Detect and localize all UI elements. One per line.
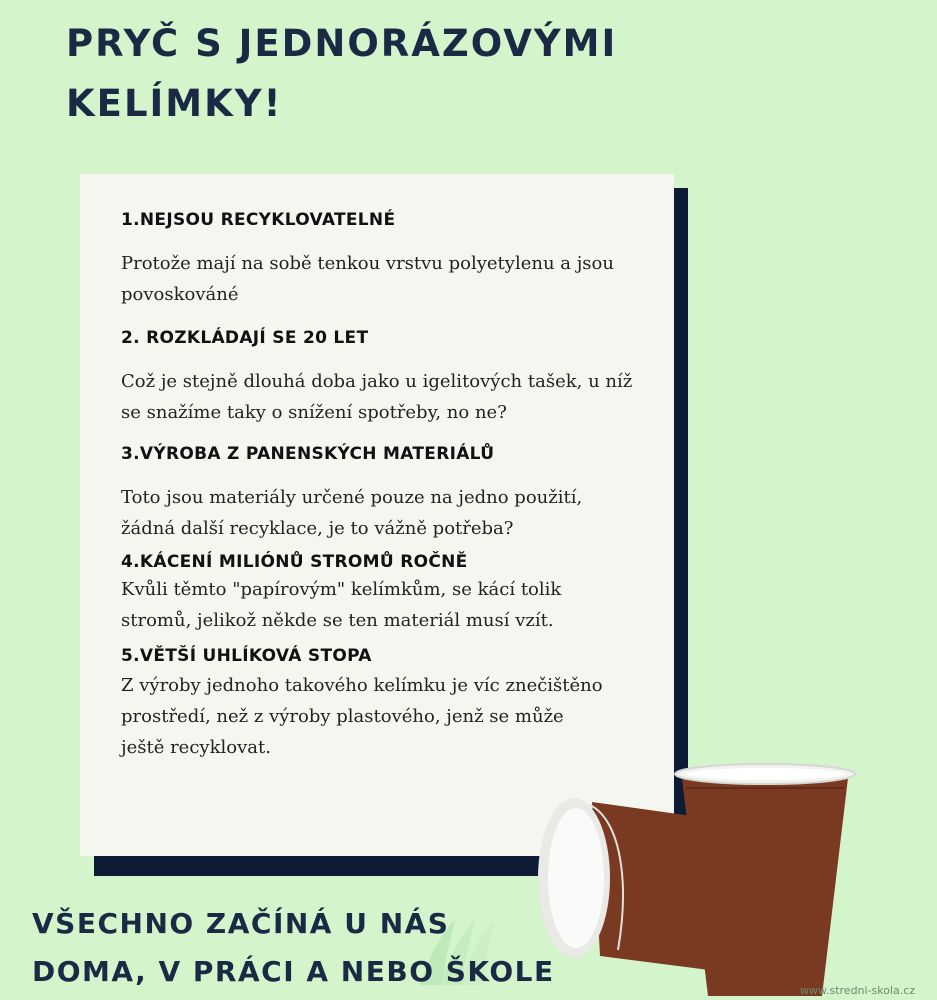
body-line: povoskováné (121, 284, 239, 305)
footer-slogan (32, 900, 592, 996)
body-line: Z výroby jednoho takového kelímku je víc znečištěno (121, 675, 603, 696)
section-tree-cutting (121, 550, 654, 636)
section-heading: 2. ROZKLÁDAJÍ SE 20 LET (121, 328, 369, 348)
section-virgin-materials (121, 442, 654, 544)
section-heading: 3.VÝROBA Z PANENSKÝCH MATERIÁLŮ (121, 444, 495, 464)
body-line: Protože mají na sobě tenkou vrstvu polyetylenu a jsou (121, 253, 614, 274)
body-line: ještě recyklovat. (121, 737, 271, 758)
body-line: prostředí, než z výroby plastového, jenž se může (121, 706, 564, 727)
body-line: Toto jsou materiály určené pouze na jedno použití, (121, 487, 583, 508)
watermark: www.stredni-skola.cz (800, 984, 916, 997)
footer-line-2: DOMA, V PRÁCI A NEBO ŠKOLE (32, 955, 555, 988)
body-line: Což je stejně dlouhá doba jako u igelitových tašek, u níž (121, 371, 633, 392)
body-line: Kvůli těmto "papírovým" kelímkům, se kácí tolik (121, 579, 562, 600)
title-line-2: KELÍMKY! (66, 82, 283, 125)
body-line: žádná další recyklace, je to vážně potřeba? (121, 518, 514, 539)
section-heading: 4.KÁCENÍ MILIÓNŮ STROMŮ ROČNĚ (121, 552, 468, 572)
section-heading: 1.NEJSOU RECYKLOVATELNÉ (121, 210, 396, 230)
title-line-1: PRYČ S JEDNORÁZOVÝMI (66, 22, 618, 65)
section-not-recyclable (121, 208, 654, 310)
section-carbon-footprint (121, 644, 654, 763)
body-line: se snažíme taky o snížení spotřeby, no ne? (121, 402, 507, 423)
section-body (121, 574, 654, 636)
page-title (66, 14, 686, 134)
info-card (80, 174, 674, 856)
section-decompose (121, 326, 654, 428)
body-line: stromů, jelikož někde se ten materiál musí vzít. (121, 610, 554, 631)
footer-line-1: VŠECHNO ZAČÍNÁ U NÁS (32, 907, 450, 940)
section-heading: 5.VĚTŠÍ UHLÍKOVÁ STOPA (121, 646, 372, 666)
section-body (121, 482, 654, 544)
section-body (121, 248, 654, 310)
section-body (121, 366, 654, 428)
section-body (121, 670, 654, 763)
